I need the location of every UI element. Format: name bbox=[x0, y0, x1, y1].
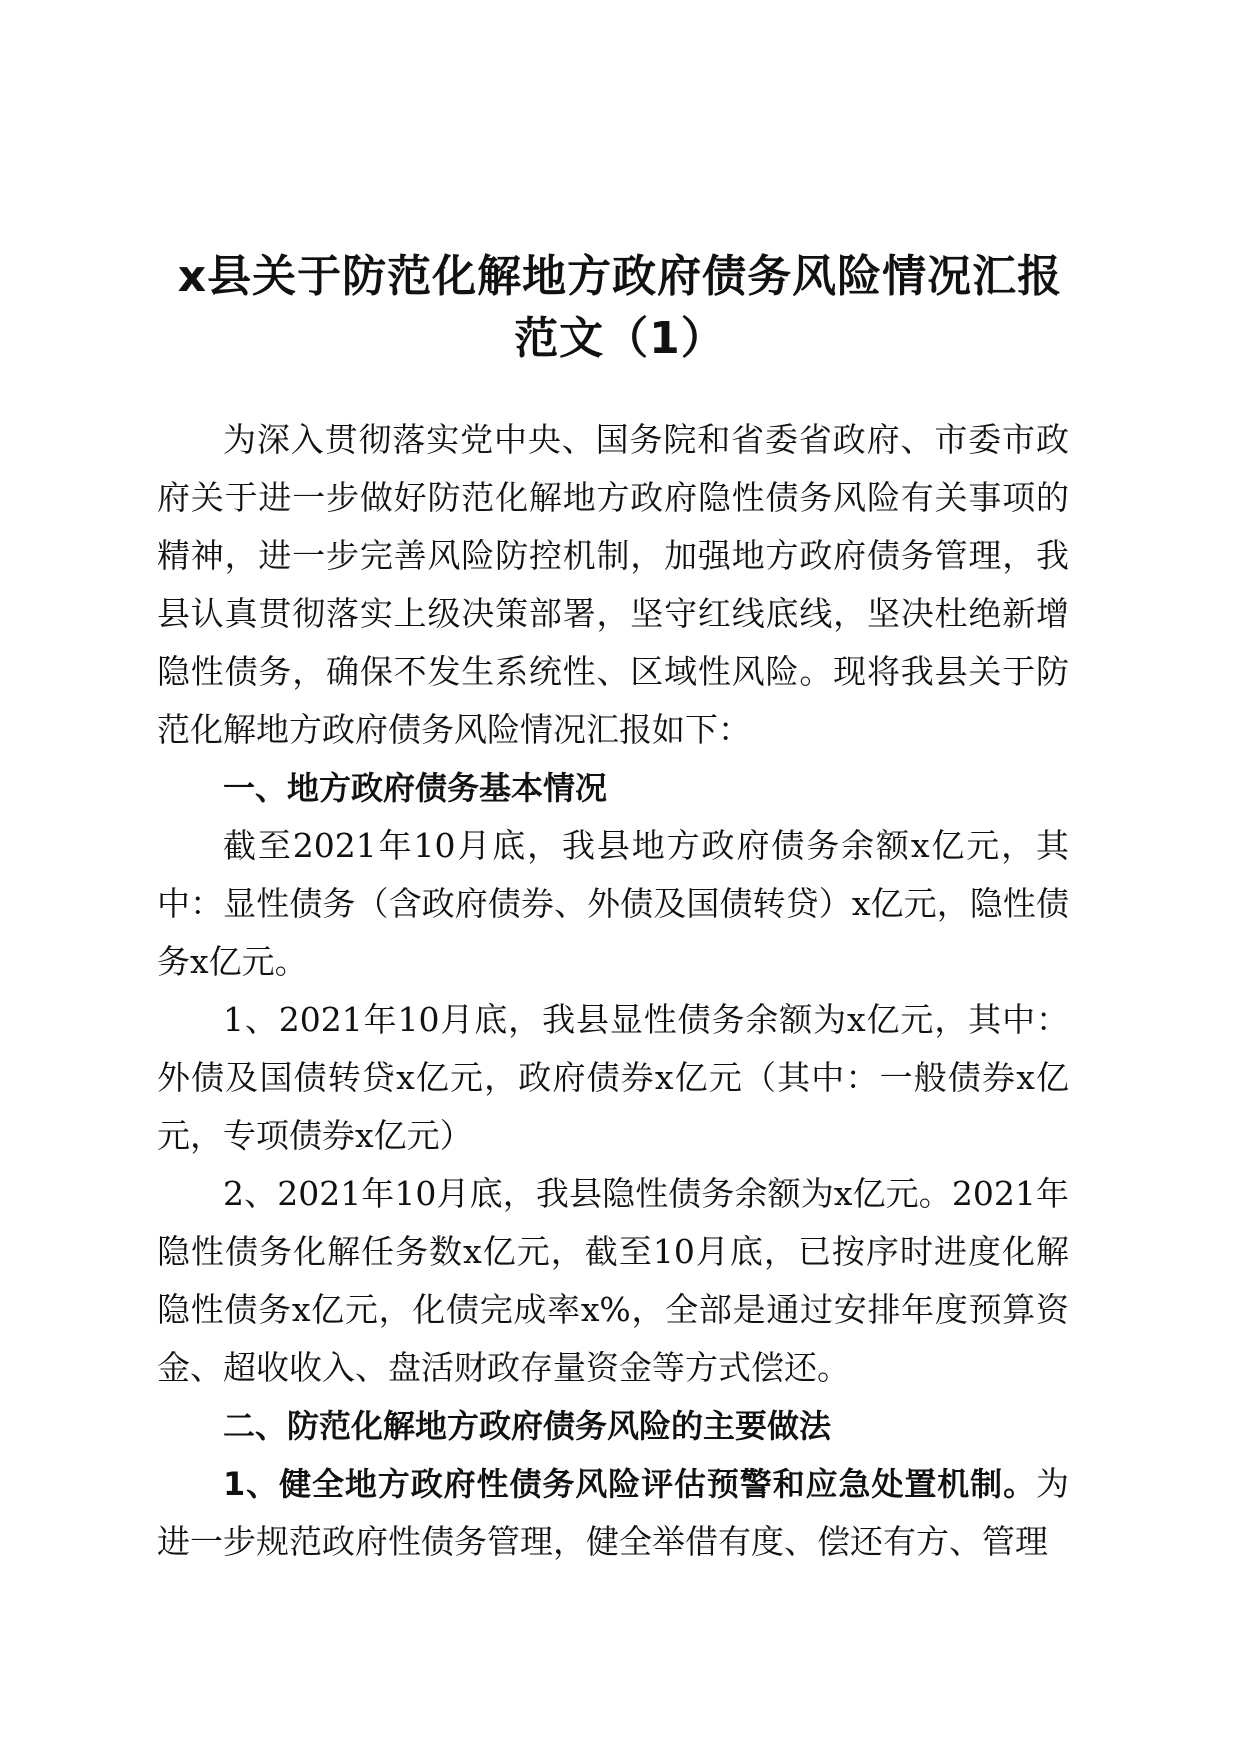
debt-overview-paragraph: 截至2021年10月底，我县地方政府债务余额x亿元，其中：显性债务（含政府债券、外债及国债转贷）x亿元，隐性债务x亿元。 bbox=[157, 826, 1069, 981]
mechanism-lead: 1、健全地方政府性债务风险评估预警和应急处置机制。 bbox=[223, 1465, 1036, 1503]
intro-paragraph: 为深入贯彻落实党中央、国务院和省委省政府、市委市政府关于进一步做好防范化解地方政府隐性债务风险有关事项的精神，进一步完善风险防控机制，加强地方政府债务管理，我县认真贯彻落实上级决策部署，坚守红线底线，坚决杜绝新增隐性债务，确保不发生系统性、区域性风险。现将我县关于防范化解地方政府债务风险情况汇报如下： bbox=[157, 420, 1069, 749]
mechanism-text: 为进一步规范政府性债务管理，健全举借有度、偿还有方、管理 bbox=[157, 1464, 1069, 1561]
title-line-1: x县关于防范化解地方政府债务风险情况汇报 bbox=[177, 251, 1063, 302]
section-heading-1: 一、地方政府债务基本情况 bbox=[223, 769, 608, 807]
mechanism-paragraph bbox=[157, 1455, 1069, 1571]
title-line-2: 范文（1） bbox=[514, 313, 726, 364]
implicit-debt-paragraph: 2、2021年10月底，我县隐性债务余额为x亿元。2021年隐性债务化解任务数x亿元，截至10月底，已按序时进度化解隐性债务x亿元，化债完成率x%，全部是通过安排年度预算资金、超收收入、盘活财政存量资金等方式偿还。 bbox=[157, 1174, 1069, 1387]
document-title bbox=[140, 246, 1100, 370]
section-heading-2: 二、防范化解地方政府债务风险的主要做法 bbox=[223, 1407, 832, 1445]
document-body bbox=[157, 411, 1069, 1571]
explicit-debt-paragraph: 1、2021年10月底，我县显性债务余额为x亿元，其中：外债及国债转贷x亿元，政府债券x亿元（其中：一般债券x亿元，专项债券x亿元） bbox=[157, 1000, 1069, 1155]
